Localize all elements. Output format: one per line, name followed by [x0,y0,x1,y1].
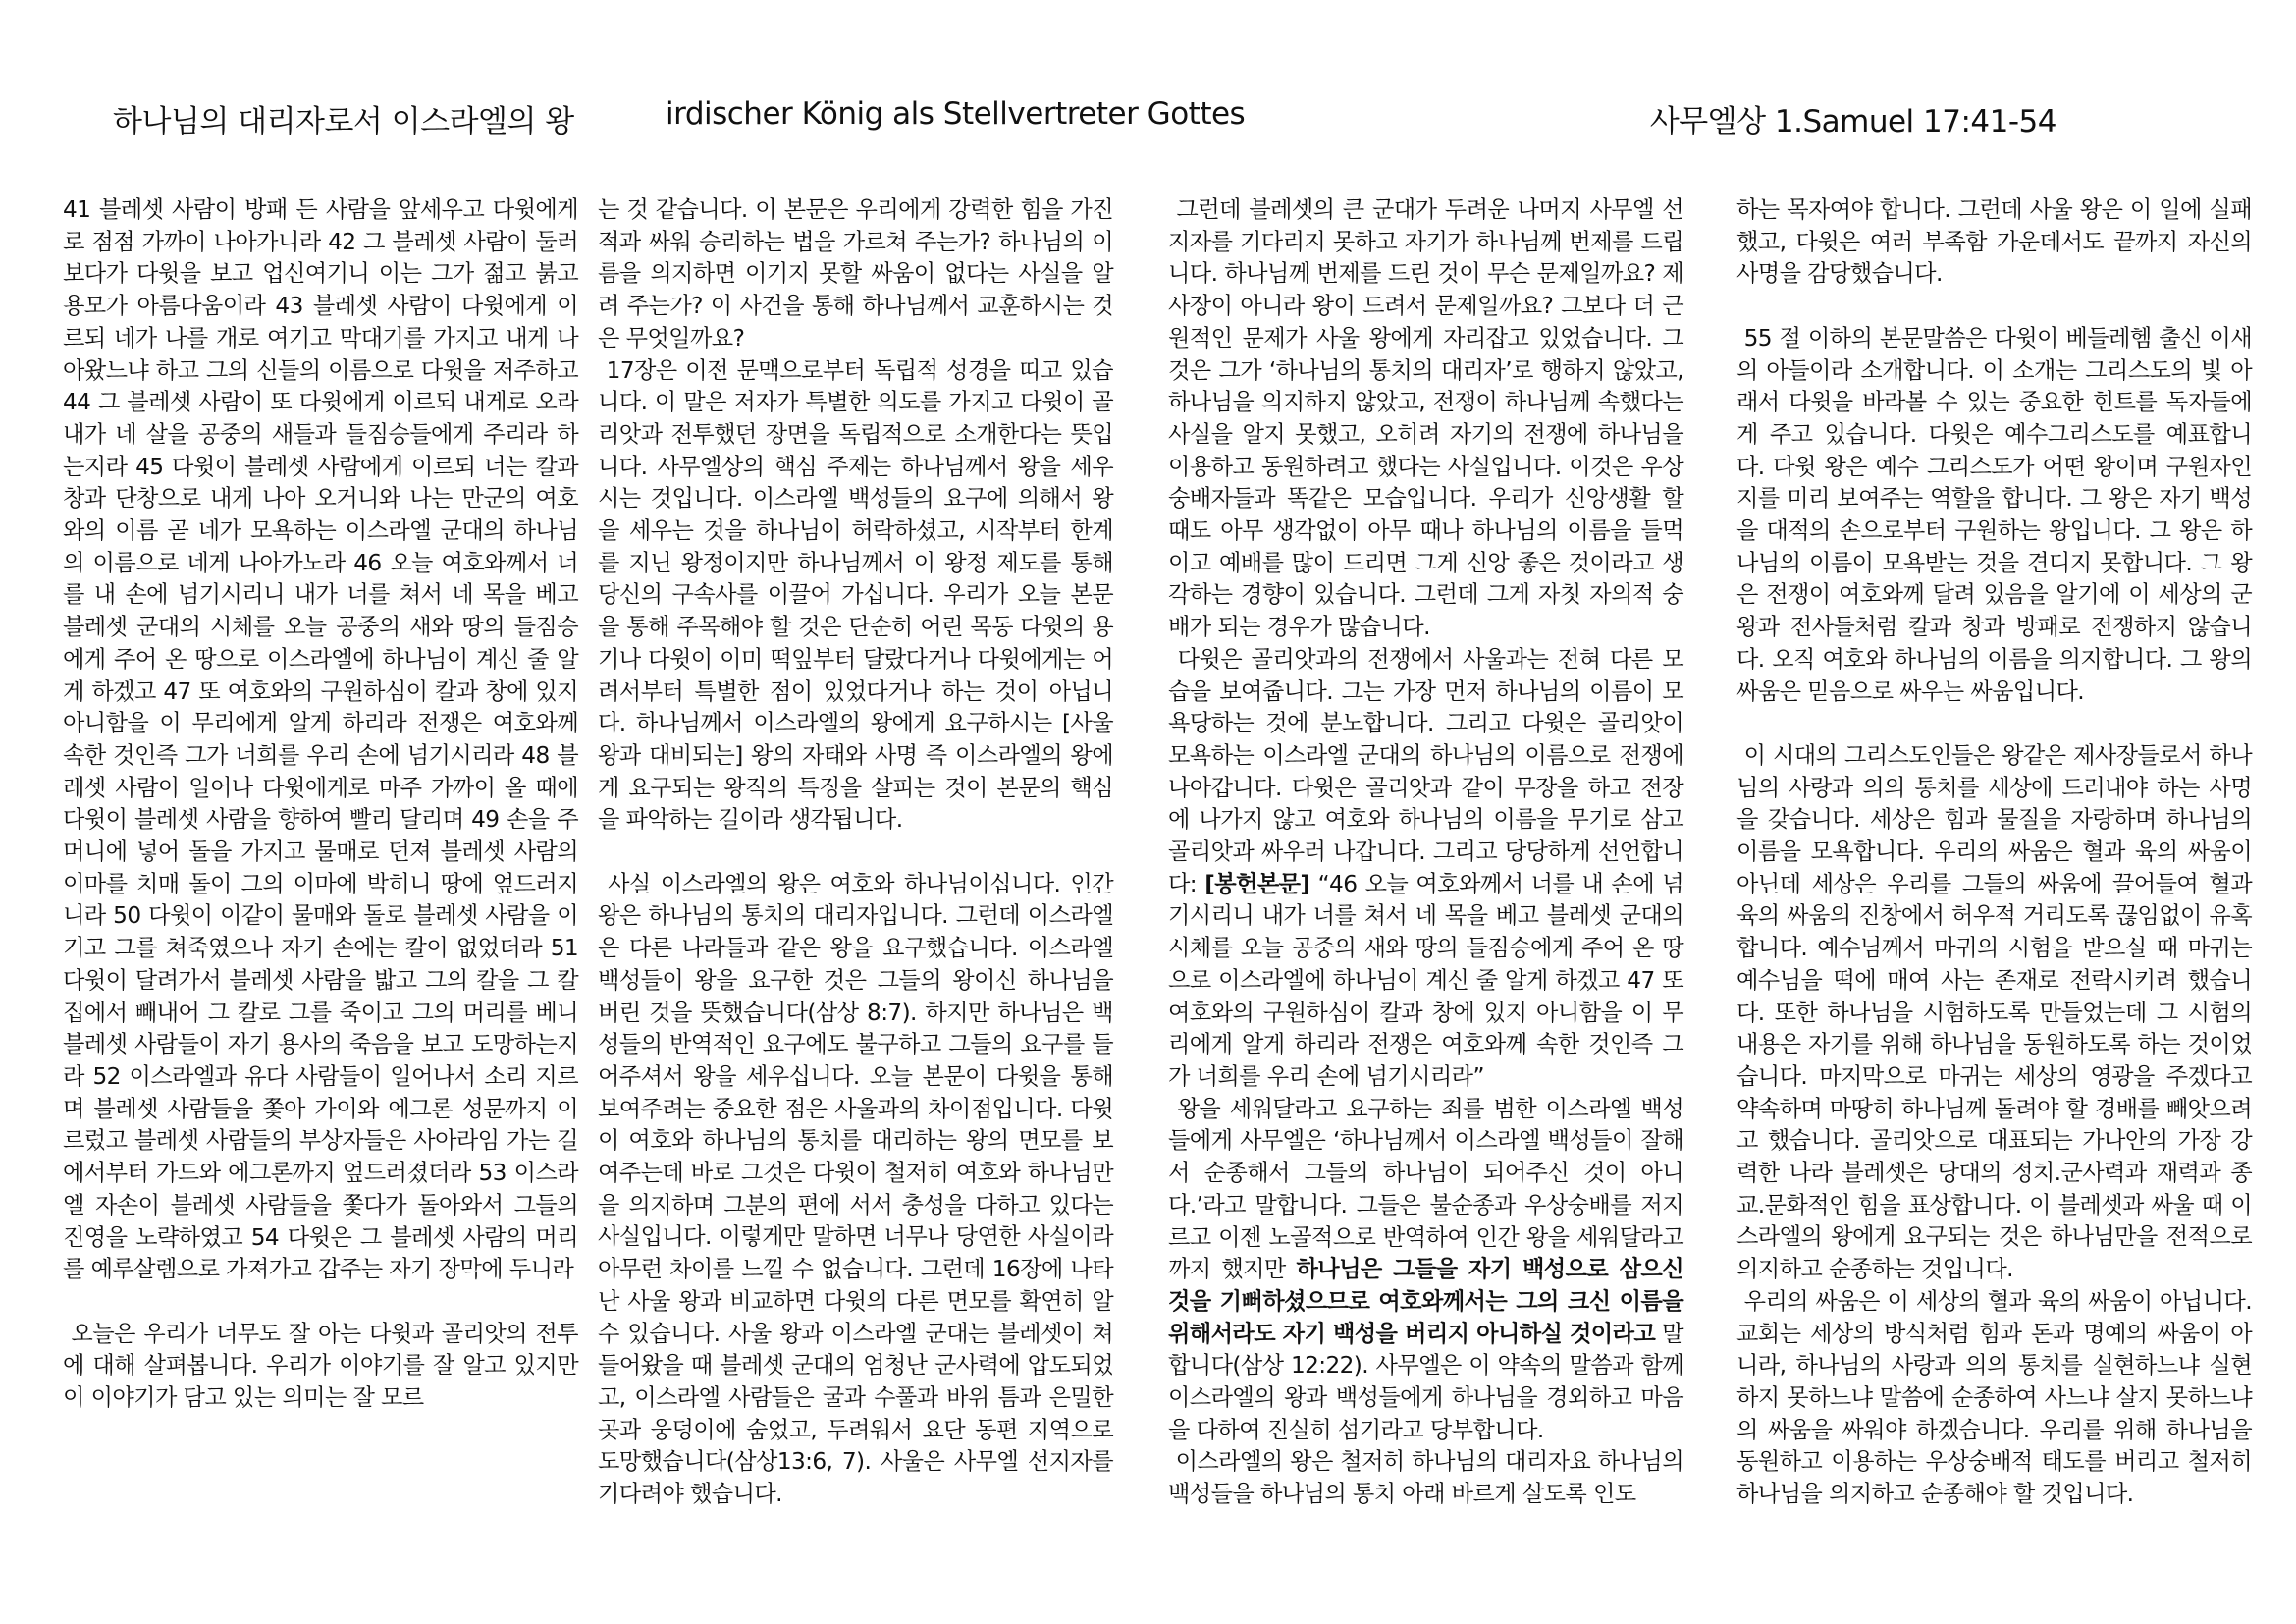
header-scripture-reference: 사무엘상 1.Samuel 17:41-54 [1649,104,2056,139]
scripture-passage: 41 블레셋 사람이 방패 든 사람을 앞세우고 다윗에게로 점점 가까이 나아가니라 42 그 블레셋 사람이 둘러보다가 다윗을 보고 업신여기니 이는 그가 젊고 붉고 용모가 아름다움이라 43 블레셋 사람이 다윗에게 이르되 네가 나를 개로 여기고 막대기를 가지고 내게 나아왔느냐 하고 그의 신들의 이름으로 다윗을 저주하고 44 그 블레셋 사람이 또 다윗에게 이르되 내게로 오라 내가 네 살을 공중의 새들과 들짐승들에게 주리라 하는지라 45 다윗이 블레셋 사람에게 이르되 너는 칼과 창과 단창으로 내게 나아 오거니와 나는 만군의 여호와의 이름 곧 네가 모욕하는 이스라엘 군대의 하나님의 이름으로 네게 나아가노라 46 오늘 여호와께서 너를 내 손에 넘기시리니 내가 너를 쳐서 네 목을 베고 블레셋 군대의 시체를 오늘 공중의 새와 땅의 들짐승에게 주어 온 땅으로 이스라엘에 하나님이 계신 줄 알게 하겠고 47 또 여호와의 구원하심이 칼과 창에 있지 아니함을 이 무리에게 알게 하리라 전쟁은 여호와께 속한 것인즉 그가 너희를 우리 손에 넘기시리라 48 블레셋 사람이 일어나 다윗에게로 마주 가까이 올 때에 다윗이 블레셋 사람을 향하여 빨리 달리며 49 손을 주머니에 넣어 돌을 가지고 물매로 던져 블레셋 사람의 이마를 치매 돌이 그의 이마에 박히니 땅에 엎드러지니라 50 다윗이 이같이 물매와 돌로 블레셋 사람을 이기고 그를 쳐죽였으나 자기 손에는 칼이 없었더라 51 다윗이 달려가서 블레셋 사람을 밟고 그의 칼을 그 칼 집에서 빼내어 그 칼로 그를 죽이고 그의 머리를 베니 블레셋 사람들이 자기 용사의 죽음을 보고 도망하는지라 52 이스라엘과 유다 사람들이 일어나서 소리 지르며 블레셋 사람들을 쫓아 가이와 에그론 성문까지 이르렀고 블레셋 사람들의 부상자들은 사아라임 가는 길에서부터 가드와 에그론까지 엎드러졌더라 53 이스라엘 자손이 블레셋 사람들을 쫓다가 돌아와서 그들의 진영을 노략하였고 54 다윗은 그 블레셋 사람의 머리를 예루살렘으로 가져가고 갑주는 자기 장막에 두니라 [63,196,585,1283]
text-column-4 [1736,194,2259,1511]
text-span: “46 오늘 여호와께서 너를 내 손에 넘기시리니 내가 너를 쳐서 네 목을 베고 블레셋 군대의 시체를 오늘 공중의 새와 땅의 들짐승에게 주어 온 땅으로 이스라엘에 하나님이 계신 줄 알게 하겠고 47 또 여호와의 구원하심이 칼과 창에 있지 아니함을 이 무리에게 알게 하리라 전쟁은 여호와께 속한 것인즉 그가 너희를 우리 손에 넘기시리라” [1168,870,1690,1090]
sermon-paragraph: 17장은 이전 문맥으로부터 독립적 성경을 띠고 있습니다. 이 말은 저자가 특별한 의도를 가지고 다윗이 골리앗과 전투했던 장면을 독립적으로 소개한다는 뜻입니다. 사무엘상의 핵심 주제는 하나님께서 왕을 세우시는 것입니다. 이스라엘 백성들의 요구에 의해서 왕을 세우는 것을 하나님이 허락하셨고, 시작부터 한계를 지닌 왕정이지만 하나님께서 이 왕정 제도를 통해 당신의 구속사를 이끌어 가십니다. 우리가 오늘 본문을 통해 주목해야 할 것은 단순히 어린 목동 다윗의 용기나 다윗이 이미 떡잎부터 달랐다거나 다윗에게는 어려서부터 특별한 점이 있었다거나 하는 것이 아닙니다. 하나님께서 이스라엘의 왕에게 요구하시는 [사울 왕과 대비되는] 왕의 자태와 사명 즉 이스라엘의 왕에게 요구되는 왕직의 특징을 살피는 것이 본문의 핵심을 파악하는 길이라 생각됩니다. [598,356,1120,834]
text-column-1 [63,194,585,1415]
sermon-paragraph: 이 시대의 그리스도인들은 왕같은 제사장들로서 하나님의 사랑과 의의 통치를 세상에 드러내야 하는 사명을 갖습니다. 세상은 힘과 물질을 자랑하며 하나님의 이름을 모욕합니다. 우리의 싸움은 혈과 육의 싸움이 아닌데 세상은 우리를 그들의 싸움에 끌어들여 혈과 육의 싸움의 진창에서 허우적 거리도록 끊임없이 유혹합니다. 예수님께서 마귀의 시험을 받으실 때 마귀는 예수님을 떡에 매여 사는 존재로 전락시키려 했습니다. 또한 하나님을 시험하도록 만들었는데 그 시험의 내용은 자기를 위해 하나님을 동원하도록 하는 것이었습니다. 마지막으로 마귀는 세상의 영광을 주겠다고 약속하며 마땅히 하나님께 돌려야 할 경배를 빼앗으려고 했습니다. 골리앗으로 대표되는 가나안의 가장 강력한 나라 블레셋은 당대의 정치.군사력과 재력과 종교.문화적인 힘을 표상합니다. 이 블레셋과 싸울 때 이스라엘의 왕에게 요구되는 것은 하나님만을 전적으로 의지하고 순종하는 것입니다. [1736,741,2259,1283]
text-span: 왕을 세워달라고 요구하는 죄를 범한 이스라엘 백성들에게 사무엘은 ‘하나님께서 이스라엘 백성들이 잘해서 순종해서 그들의 하나님이 되어주신 것이 아니다.’라고 말합니다. 그들은 불순종과 우상숭배를 저지르고 이젠 노골적으로 반역하여 인간 왕을 세워달라고까지 했지만 [1168,1095,1683,1283]
header-title-german: irdischer König als Stellvertreter Gottes [666,96,1246,132]
sermon-paragraph: 오늘은 우리가 너무도 잘 아는 다윗과 골리앗의 전투에 대해 살펴봅니다. 우리가 이야기를 잘 알고 있지만 이 이야기가 담고 있는 의미는 잘 모르 [63,1320,585,1411]
sermon-paragraph: 는 것 같습니다. 이 본문은 우리에게 강력한 힘을 가진 적과 싸워 승리하는 법을 가르쳐 주는가? 하나님의 이름을 의지하면 이기지 못할 싸움이 없다는 사실을 알려 주는가? 이 사건을 통해 하나님께서 교훈하시는 것은 무엇일까요? [598,196,1120,352]
sermon-paragraph: 우리의 싸움은 이 세상의 혈과 육의 싸움이 아닙니다. 교회는 세상의 방식처럼 힘과 돈과 명예의 싸움이 아니라, 하나님의 사랑과 의의 통치를 실현하느냐 실현하지 못하느냐 말씀에 순종하여 사느냐 살지 못하느냐의 싸움을 싸워야 하겠습니다. 우리를 위해 하나님을 동원하고 이용하는 우상숭배적 태도를 버리고 철저히 하나님을 의지하고 순종해야 할 것입니다. [1736,1287,2259,1508]
bold-text: [봉헌본문] [1204,870,1310,897]
bold-text: 하나님은 그들을 자기 백성으로 삼으신 것을 기뻐하셨으므로 여호와께서는 그의 크신 이름을 위해서라도 자기 백성을 버리지 아니하실 것이라고 [1168,1256,1691,1347]
text-column-3 [1168,194,1691,1511]
sermon-paragraph: 그런데 블레셋의 큰 군대가 두려운 나머지 사무엘 선지자를 기다리지 못하고 자기가 하나님께 번제를 드립니다. 하나님께 번제를 드린 것이 무슨 문제일까요? 제사장이 아니라 왕이 드려서 문제일까요? 그보다 더 근원적인 문제가 사울 왕에게 자리잡고 있었습니다. 그것은 그가 ‘하나님의 통치의 대리자’로 행하지 않았고, 하나님을 의지하지 않았고, 전쟁이 하나님께 속했다는 사실을 알지 못했고, 오히려 자기의 전쟁에 하나님을 이용하고 동원하려고 했다는 사실입니다. 이것은 우상숭배자들과 똑같은 모습입니다. 우리가 신앙생활 할 때도 아무 생각없이 아무 때나 하나님의 이름을 들먹이고 예배를 많이 드리면 그게 신앙 좋은 것이라고 생각하는 경향이 있습니다. 그런데 그게 자칫 자의적 숭배가 되는 경우가 많습니다. [1168,196,1690,641]
sermon-paragraph: 사실 이스라엘의 왕은 여호와 하나님이십니다. 인간 왕은 하나님의 통치의 대리자입니다. 그런데 이스라엘은 다른 나라들과 같은 왕을 요구했습니다. 이스라엘 백성들이 왕을 요구한 것은 그들의 왕이신 하나님을 버린 것을 뜻했습니다(삼상 8:7). 하지만 하나님은 백성들의 반역적인 요구에도 불구하고 그들의 요구를 들어주셔서 왕을 세우십니다. 오늘 본문이 다윗을 통해 보여주려는 중요한 점은 사울과의 차이점입니다. 다윗이 여호와 하나님의 통치를 대리하는 왕의 면모를 보여주는데 바로 그것은 다윗이 철저히 여호와 하나님만을 의지하며 그분의 편에 서서 충성을 다하고 있다는 사실입니다. 이렇게만 말하면 너무나 당연한 사실이라 아무런 차이를 느낄 수 없습니다. 그런데 16장에 나타난 사울 왕과 비교하면 다윗의 다른 면모를 확연히 알 수 있습니다. 사울 왕과 이스라엘 군대는 블레셋이 쳐들어왔을 때 블레셋 군대의 엄청난 군사력에 압도되었고, 이스라엘 사람들은 굴과 수풀과 바위 틈과 은밀한 곳과 웅덩이에 숨었고, 두려워서 요단 동편 지역으로 도망했습니다(삼상13:6, 7). 사울은 사무엘 선지자를 기다려야 했습니다. [598,870,1120,1508]
text-column-2 [598,194,1120,1511]
text-span: 말합니다(삼상 12:22). 사무엘은 이 약속의 말씀과 함께 이스라엘의 왕과 백성들에게 하나님을 경외하고 마음을 다하여 진실히 섬기라고 당부합니다. [1168,1320,1690,1443]
sermon-paragraph [1168,1094,1691,1447]
text-span: 다윗은 골리앗과의 전쟁에서 사울과는 전혀 다른 모습을 보여줍니다. 그는 가장 먼저 하나님의 이름이 모욕당하는 것에 분노합니다. 그리고 다윗은 골리앗이 모욕하는 이스라엘 군대의 하나님의 이름으로 전쟁에 나아갑니다. 다윗은 골리앗과 같이 무장을 하고 전장에 나가지 않고 여호와 하나님의 이름을 무기로 삼고 골리앗과 싸우러 나갑니다. 그리고 당당하게 선언합니다: [1168,645,1690,897]
sermon-paragraph [1168,644,1690,1094]
sermon-paragraph: 하는 목자여야 합니다. 그런데 사울 왕은 이 일에 실패했고, 다윗은 여러 부족함 가운데서도 끝까지 자신의 사명을 감당했습니다. [1736,196,2259,288]
header-title-korean: 하나님의 대리자로서 이스라엘의 왕 [113,104,574,139]
sermon-paragraph: 55 절 이하의 본문말씀은 다윗이 베들레헴 출신 이새의 아들이라 소개합니다. 이 소개는 그리스도의 빛 아래서 다윗을 바라볼 수 있는 중요한 힌트를 독자들에게 주고 있습니다. 다윗은 예수그리스도를 예표합니다. 다윗 왕은 예수 그리스도가 어떤 왕이며 구원자인지를 미리 보여주는 역할을 합니다. 그 왕은 자기 백성을 대적의 손으로부터 구원하는 왕입니다. 그 왕은 하나님의 이름이 모욕받는 것을 견디지 못합니다. 그 왕은 전쟁이 여호와께 달려 있음을 알기에 이 세상의 군왕과 전사들처럼 칼과 창과 방패로 전쟁하지 않습니다. 오직 여호와 하나님의 이름을 의지합니다. 그 왕의 싸움은 믿음으로 싸우는 싸움입니다. [1736,324,2259,705]
sermon-paragraph: 이스라엘의 왕은 철저히 하나님의 대리자요 하나님의 백성들을 하나님의 통치 아래 바르게 살도록 인도 [1168,1448,1690,1508]
